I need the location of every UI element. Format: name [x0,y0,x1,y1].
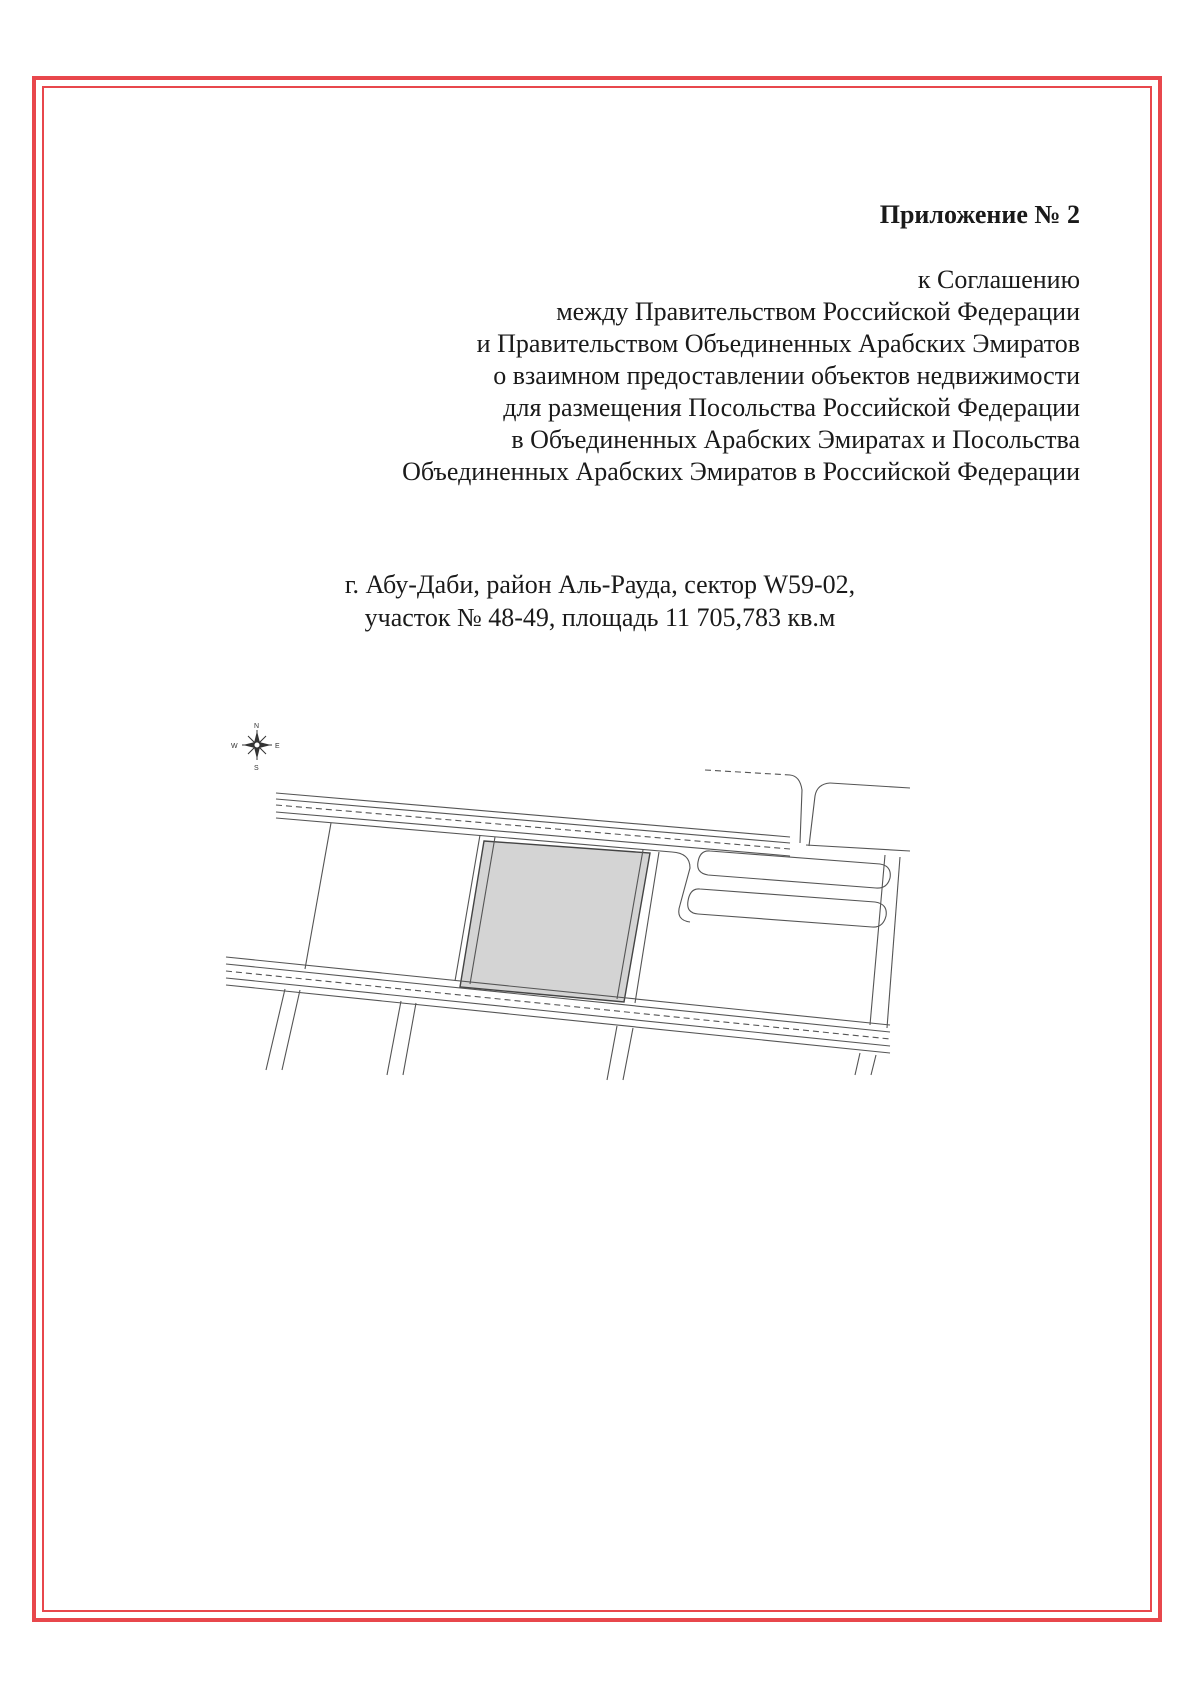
annex-title: Приложение № 2 [879,200,1080,229]
agreement-line: и Правительством Объединенных Арабских Эмиратов [476,329,1080,358]
compass-n: N [254,723,260,730]
lower-streets [266,989,876,1080]
agreement-line: к Соглашению [917,265,1080,294]
right-streets [870,855,900,1028]
agreement-line: Объединенных Арабских Эмиратов в Российской Федерации [402,457,1080,486]
plot-48-49 [460,841,650,1002]
agreement-line: о взаимном предоставлении объектов недвижимости [493,361,1080,390]
compass-rose-icon [231,723,280,772]
agreement-line: для размещения Посольства Российской Федерации [503,393,1080,422]
loop-roads [672,851,890,927]
location-line: участок № 48-49, площадь 11 705,783 кв.м [364,603,836,632]
compass-s: S [254,765,259,772]
agreement-line: в Объединенных Арабских Эмиратах и Посольства [511,425,1080,454]
compass-w: W [231,743,238,750]
location-line: г. Абу-Даби, район Аль-Рауда, сектор W59-02, [344,570,856,599]
agreement-line: между Правительством Российской Федерации [556,297,1080,326]
compass-e: E [275,743,280,750]
